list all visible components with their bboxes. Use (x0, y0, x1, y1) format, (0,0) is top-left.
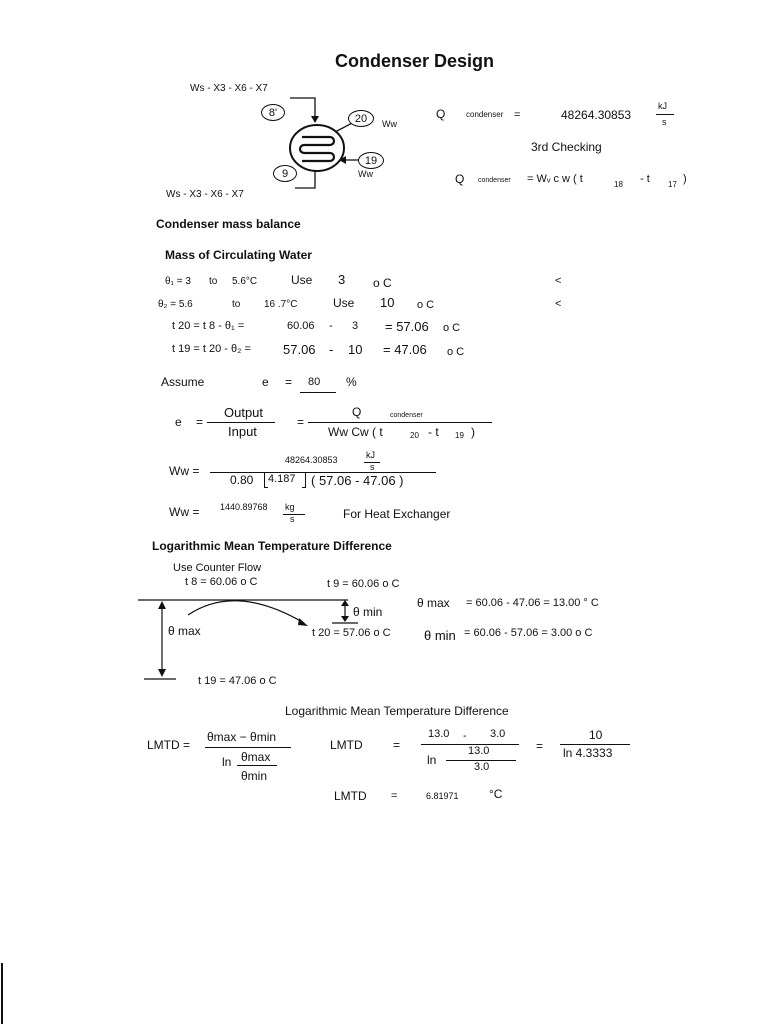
q-subscript: condenser (390, 412, 423, 419)
minus-sign: - (329, 320, 333, 332)
theta2-lhs: θ₂ = 5.6 (158, 299, 193, 310)
close-paren: ) (471, 425, 475, 439)
denominator-cw: 4.187 (268, 473, 296, 485)
assume-label: Assume (161, 375, 205, 389)
subscript-18: 18 (614, 180, 623, 189)
ln-label: ln (427, 753, 437, 767)
t19-lhs: t 19 = t 20 - θ₂ = (172, 343, 251, 355)
efficiency-lhs: e (175, 415, 182, 429)
equals-sign: = (391, 790, 398, 802)
t19-result: = 47.06 (383, 342, 427, 357)
equals-sign: = (393, 738, 401, 752)
t20-result: = 57.06 (385, 319, 429, 334)
numerator-a: 13.0 (428, 728, 450, 740)
unit-label: o C (417, 299, 435, 311)
page-title: Condenser Design (335, 51, 495, 71)
unit-denominator: s (662, 117, 667, 127)
equals-sign: = (514, 109, 521, 121)
theta-min-lhs: θ min (424, 628, 456, 643)
efficiency-symbol: e (262, 375, 269, 389)
inner-denominator: 3.0 (474, 761, 490, 773)
theta1-value: 3 (338, 272, 346, 287)
counter-flow-label: Use Counter Flow (173, 562, 262, 574)
theta2-value: 10 (380, 295, 395, 310)
minus-t: - t (428, 425, 439, 439)
close-paren: ) (683, 173, 687, 185)
node-19-label: 19 (358, 152, 384, 169)
efficiency-denominator: Ww Cw ( t (328, 425, 383, 439)
unit-numerator: kg (285, 502, 295, 512)
t20-label: t 20 = 57.06 o C (312, 627, 391, 639)
use-label: Use (291, 273, 313, 287)
unit-numerator: kJ (366, 450, 375, 460)
ww-lhs: Ww = (169, 464, 200, 478)
temperature-profile-icon (136, 585, 456, 695)
theta-min-rhs: = 60.06 - 57.06 = 3.00 o C (464, 627, 593, 639)
unit-label: o C (443, 322, 461, 334)
q-value: 48264.30853 (561, 108, 632, 122)
subscript-17: 17 (668, 180, 677, 189)
to-label: to (209, 276, 218, 287)
node-9-label: 9 (273, 165, 297, 182)
lmtd-unit: °C (489, 787, 503, 801)
denominator-temp-diff: ( 57.06 - 47.06 ) (311, 473, 404, 488)
output-label: Output (224, 405, 264, 420)
t19-b: 10 (348, 342, 363, 357)
result-denominator: ln 4.3333 (563, 746, 613, 760)
theta-min-label: θ min (353, 605, 383, 619)
heat-exchanger-note: For Heat Exchanger (343, 507, 451, 521)
t20-b: 3 (352, 320, 359, 332)
unit-label: o C (373, 276, 392, 290)
minus-sign: - (463, 730, 467, 742)
efficiency-value: 80 (308, 376, 321, 388)
equals-sign: = (536, 739, 544, 753)
t19-label: t 19 = 47.06 o C (198, 675, 277, 687)
scan-edge-mark (1, 963, 3, 1024)
theta-min-den: θmin (241, 769, 268, 783)
input-label: Input (228, 424, 257, 439)
theta-max-num: θmax (241, 750, 271, 764)
unit-numerator: kJ (658, 101, 667, 111)
lmtd-numerator: θmax − θmin (207, 730, 277, 744)
minus-sign: - (329, 342, 334, 357)
numerator-b: 3.0 (490, 728, 506, 740)
inner-numerator: 13.0 (468, 745, 490, 757)
subscript-19: 19 (455, 431, 464, 440)
theta1-range: 5.6°C (232, 276, 258, 287)
use-label: Use (333, 296, 355, 310)
t19-a: 57.06 (283, 342, 316, 357)
check-mark: < (555, 298, 562, 310)
q-symbol: Q (436, 107, 446, 121)
mass-balance-heading: Condenser mass balance (156, 217, 301, 231)
outlet-stream-label: Ws - X3 - X6 - X7 (166, 189, 244, 200)
inlet-stream-label: Ws - X3 - X6 - X7 (190, 83, 268, 94)
node-20-label: 20 (348, 110, 374, 127)
equals-sign: = (297, 415, 305, 429)
node-8-label: 8' (261, 104, 285, 121)
lmtd-lhs: LMTD = (147, 738, 191, 752)
ww-outlet-label: Ww (382, 119, 397, 129)
minus-t: - t (640, 173, 650, 185)
unit-denominator: s (290, 514, 295, 524)
theta-max-label: θ max (168, 624, 201, 638)
lmtd-value: 6.81971 (426, 791, 459, 801)
q-formula-rhs: = Wᵥ c w ( t (527, 173, 583, 185)
ww-inlet-label: Ww (358, 169, 373, 179)
unit-denominator: s (370, 462, 375, 472)
theta-max-rhs: = 60.06 - 47.06 = 13.00 ° C (466, 597, 599, 609)
check-mark: < (555, 275, 562, 287)
theta-max-lhs: θ max (417, 596, 450, 610)
ln-label: ln (222, 755, 232, 769)
equals-sign: = (196, 415, 204, 429)
lmtd-lhs: LMTD (330, 738, 363, 752)
q-symbol: Q (352, 405, 362, 419)
circulating-water-heading: Mass of Circulating Water (165, 248, 312, 262)
subscript-20: 20 (410, 431, 419, 440)
theta1-lhs: θ₁ = 3 (165, 276, 191, 287)
ww-lhs: Ww = (169, 505, 200, 519)
q-symbol: Q (455, 172, 465, 186)
to-label: to (232, 299, 241, 310)
denominator-efficiency: 0.80 (230, 473, 254, 487)
t8-label: t 8 = 60.06 o C (185, 576, 258, 588)
q-subscript: condenser (466, 110, 504, 119)
t20-lhs: t 20 = t 8 - θ₁ = (172, 320, 245, 332)
third-checking-label: 3rd Checking (531, 140, 602, 154)
percent-unit: % (346, 375, 357, 389)
lmtd-heading: Logarithmic Mean Temperature Difference (152, 539, 392, 553)
lmtd-lhs: LMTD (334, 789, 367, 803)
lmtd-subheading: Logarithmic Mean Temperature Difference (285, 704, 509, 718)
unit-label: o C (447, 346, 465, 358)
t9-label: t 9 = 60.06 o C (327, 578, 400, 590)
equals-sign: = (285, 375, 293, 389)
q-subscript: condenser (478, 177, 511, 184)
ww-numerator: 48264.30853 (285, 455, 338, 465)
theta2-range: 16 .7°C (264, 299, 298, 310)
ww-value: 1440.89768 (220, 502, 268, 512)
t20-a: 60.06 (287, 320, 315, 332)
result-numerator: 10 (589, 728, 603, 742)
